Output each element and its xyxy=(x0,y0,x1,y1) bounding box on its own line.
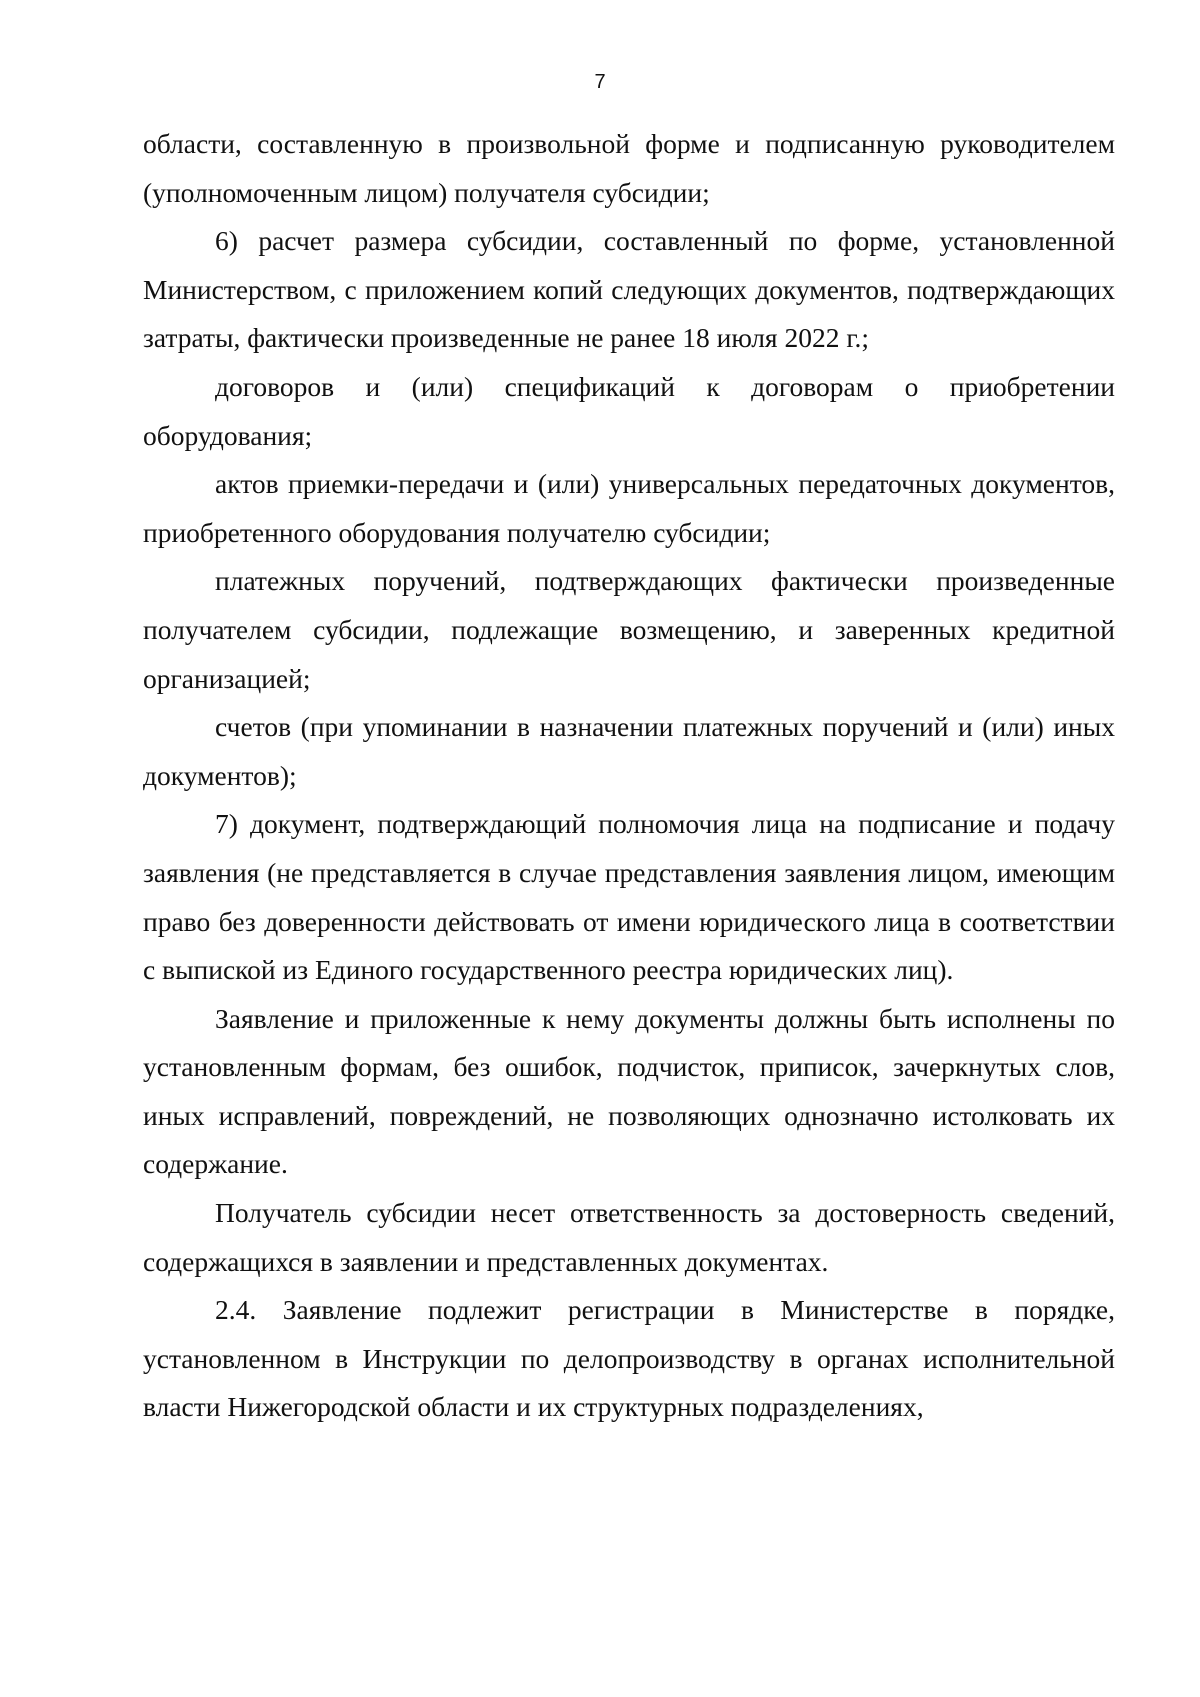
paragraph: актов приемки-передачи и (или) универсальных передаточных документов, приобретенного оборудования получателю субсидии; xyxy=(143,468,1115,548)
paragraph: области, составленную в произвольной форме и подписанную руководителем (уполномоченным лицом) получателя субсидии; xyxy=(143,128,1115,208)
page-number: 7 xyxy=(594,71,606,93)
paragraph: Заявление и приложенные к нему документы должны быть исполнены по установленным формам, без ошибок, подчисток, приписок, зачеркнутых слов, иных исправлений, повреждений, не позволяющих однозначно истолковать их содержание. xyxy=(143,1002,1115,1180)
paragraph: договоров и (или) спецификаций к договорам о приобретении оборудования; xyxy=(143,370,1115,451)
paragraph: 2.4. Заявление подлежит регистрации в Министерстве в порядке, установленном в Инструкции по делопроизводству в органах исполнительной власти Нижегородской области и их структурных подразделениях, xyxy=(143,1294,1115,1423)
paragraph: Получатель субсидии несет ответственность за достоверность сведений, содержащихся в заявлении и представленных документах. xyxy=(143,1197,1115,1277)
document-body xyxy=(143,120,1115,1432)
paragraph: 7) документ, подтверждающий полномочия лица на подписание и подачу заявления (не представляется в случае представления заявления лицом, имеющим право без доверенности действовать от имени юридического лица в соответствии с выпиской из Единого государственного реестра юридических лиц). xyxy=(143,808,1115,986)
paragraph: 6) расчет размера субсидии, составленный по форме, установленной Министерством, с приложением копий следующих документов, подтверждающих затраты, фактически произведенные не ранее 18 июля 2022 г.; xyxy=(143,225,1115,354)
paragraph: счетов (при упоминании в назначении платежных поручений и (или) иных документов); xyxy=(143,711,1115,791)
paragraph: платежных поручений, подтверждающих фактически произведенные получателем субсидии, подлежащие возмещению, и заверенных кредитной организацией; xyxy=(143,565,1115,694)
